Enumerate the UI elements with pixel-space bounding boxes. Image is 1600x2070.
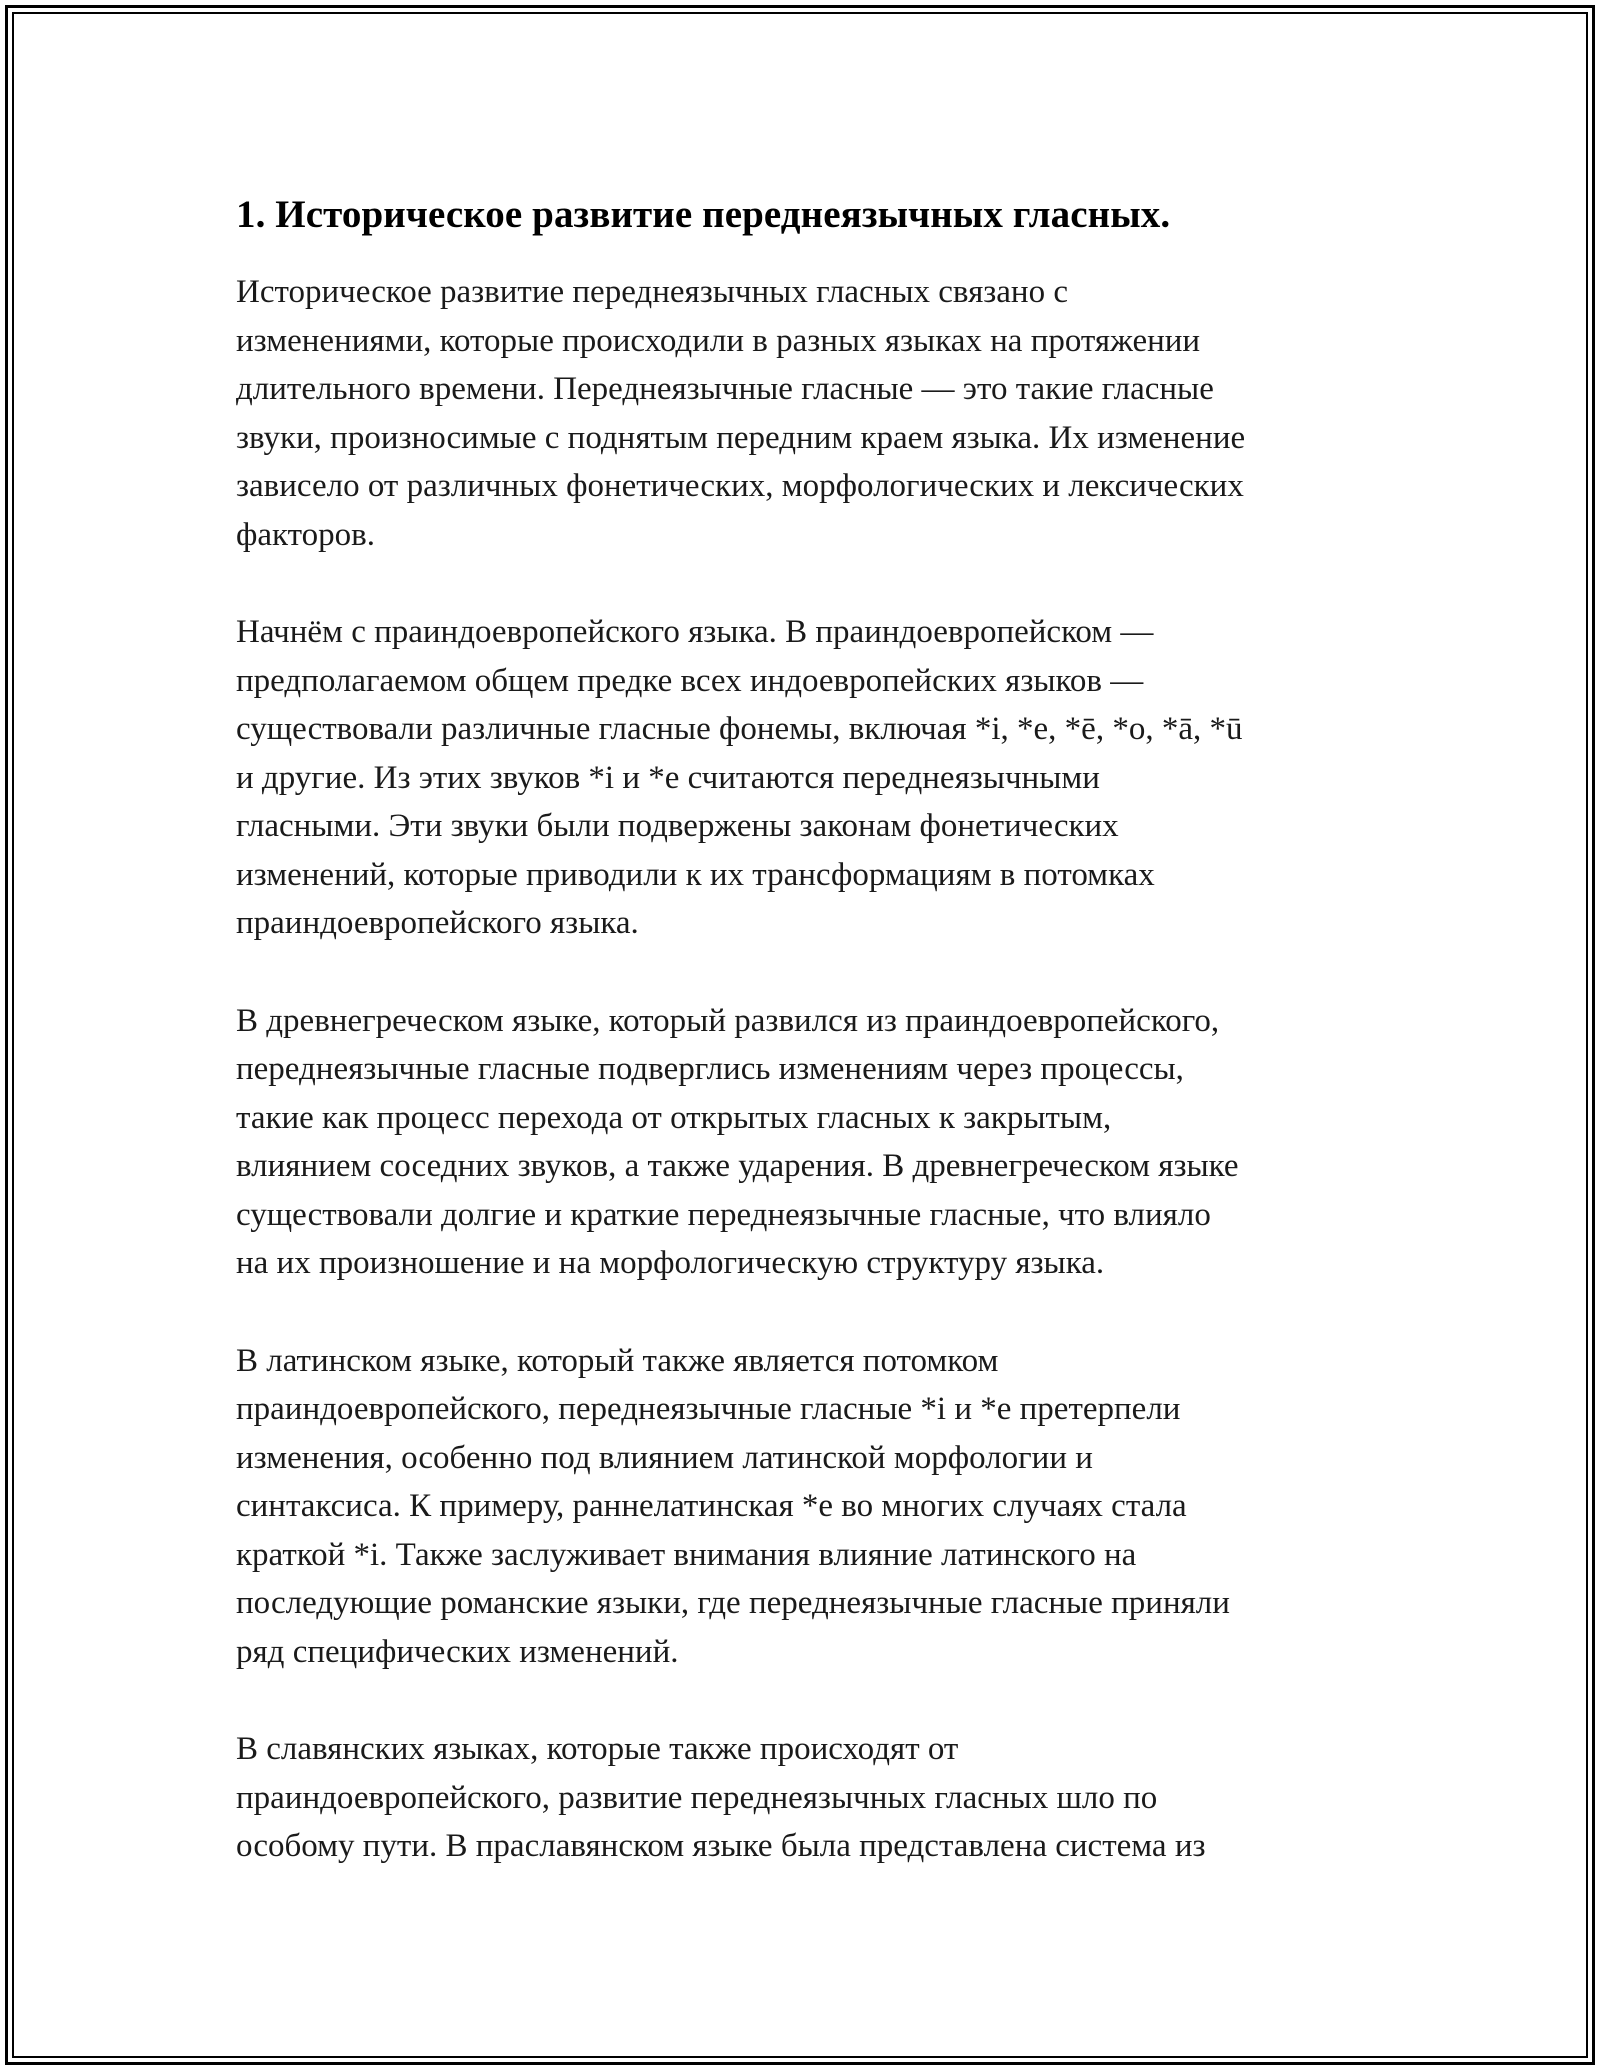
text-line: праиндоевропейского языка. [236,905,639,941]
text-line: факторов. [236,516,375,553]
text-line: и другие. Из этих звуков *i и *e считаются переднеязычными [236,759,1100,796]
text-line: синтаксиса. К примеру, раннелатинская *e во многих случаях стала [236,1488,1187,1524]
text-line: переднеязычные гласные подверглись изменениям через процессы, [236,1051,1184,1087]
text-line: изменения, особенно под влиянием латинской морфологии и [236,1439,1093,1476]
text-line: зависело от различных фонетических, морфологических и лексических [236,468,1244,504]
text-line: длительного времени. Переднеязычные гласные — это такие гласные [236,371,1214,407]
text-line: существовали долгие и краткие переднеязычные гласные, что влияло [236,1196,1211,1233]
text-line: Начнём с праиндоевропейского языка. В праиндоевропейском — [236,614,1154,650]
text-line: на их произношение и на морфологическую структуру языка. [236,1245,1105,1281]
paragraph-latin [236,1337,1376,1677]
text-line: влиянием соседних звуков, а также ударения. В древнегреческом языке [236,1148,1239,1184]
paragraph-slavic [236,1725,1376,1871]
text-line: изменениями, которые происходили в разных языках на протяжении [236,322,1201,359]
text-line: Историческое развитие переднеязычных гласных связано с [236,274,1068,310]
text-line: существовали различные гласные фонемы, включая *i, *e, *ē, *o, *ā, *ū [236,711,1243,747]
text-line: последующие романские языки, где переднеязычные гласные приняли [236,1585,1230,1621]
text-line: краткой *i. Также заслуживает внимания влияние латинского на [236,1536,1137,1573]
paragraph-intro [236,268,1376,559]
paragraph-ancient-greek [236,997,1376,1288]
text-line: предполагаемом общем предке всех индоевропейских языков — [236,662,1144,699]
paragraph-proto-indo-european [236,608,1376,948]
document-body [236,188,1376,1920]
text-line: изменений, которые приводили к их трансформациям в потомках [236,856,1155,893]
text-line: праиндоевропейского, переднеязычные гласные *i и *e претерпели [236,1391,1181,1427]
text-line: гласными. Эти звуки были подвержены законам фонетических [236,808,1119,844]
text-line: звуки, произносимые с поднятым передним краем языка. Их изменение [236,419,1246,456]
text-line: праиндоевропейского, развитие переднеязычных гласных шло по [236,1779,1158,1816]
text-line: В латинском языке, который также является потомком [236,1342,999,1379]
text-line: ряд специфических изменений. [236,1633,679,1670]
text-line: такие как процесс перехода от открытых гласных к закрытым, [236,1099,1112,1136]
section-heading: 1. Историческое развитие переднеязычных гласных. [236,193,1171,236]
text-line: В древнегреческом языке, который развился из праиндоевропейского, [236,1002,1220,1039]
text-line: В славянских языках, которые также происходят от [236,1731,959,1767]
text-line: особому пути. В праславянском языке была представлена система из [236,1828,1206,1864]
